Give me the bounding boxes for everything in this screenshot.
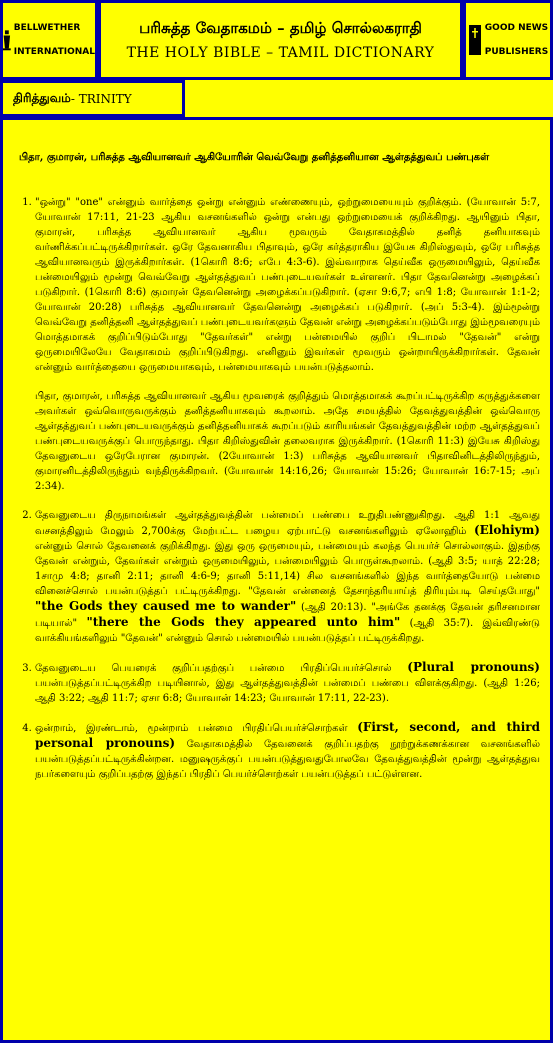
good-news-logo[interactable] <box>463 0 553 80</box>
title-english: THE HOLY BIBLE – TAMIL DICTIONARY <box>126 45 435 61</box>
english-term: (Plural pronouns) <box>407 660 540 674</box>
text-run: தேவனுடைய திருநாமங்கள் ஆள்தத்துவத்தின் பன்மைப் பண்பை உறுதிபண்ணுகிறது. ஆதி 1:1 ஆவது வசனத்திலும் மேலும் 2,700க்கு மேற்பட்ட பழைய ஏற்பாட்டு வசனங்களிலும் ஏலோஹிம் <box>35 510 540 537</box>
point-list <box>15 195 540 782</box>
list-item <box>35 660 540 706</box>
book-icon <box>468 23 482 57</box>
english-quote: "there the Gods they appeared unto him" <box>86 615 401 629</box>
text-run: (ஆதி 20:13). "அங்கே தனக்கு தேவன் தரிசனமான படியால்" <box>35 602 540 629</box>
text-run: என்னும் சொல் தேவனைக் குறிக்கிறது. இது ஒரு ஒருமையும், பன்மையும் கலந்த பெயர்ச் சொல்லாகும். இதற்கு தேவன் என்றும், தேவர்கள் என்றும் ஒருமையிலும், பன்மையிலும் பொருள்கூறலாம். (ஆதி 3:5; யாத் 22:28; 1சாமு 4:8; தானி 2:11; தானி 4:6-9; தானி 5:11,14) சில வசனங்களில் இந்த வார்த்தையோடு பன்மை வினைச்சொல் பயன்படுத்தப் பட்டிருக்கிறது. "தேவன் என்னைத் தேசாந்தரியாய்த் திரியும்படி செய்தபோது" <box>35 541 540 597</box>
logo-line: INTERNATIONAL <box>13 47 95 58</box>
english-term: (Elohiym) <box>473 523 540 537</box>
title-box <box>98 0 463 80</box>
list-item <box>35 195 540 494</box>
paragraph: 1. "ஒன்று" "one" என்னும் வார்த்தை ஒன்று என்னும் எண்ணையும், ஒற்றுமையையும் குறிக்கும். (யோவான் 5:7, யோவான் 17:11, 21-23 ஆகிய வசனங்களில் ஒன்று என்பது ஒற்றுமையைக் குறிக்கிறது. ஆயினும் பிதா, குமாரன், பரிசுத்த ஆவியானவர் ஆகிய மூவரும் வேதாகமத்தில் தனித் தனியாகவும் வர்ணிக்கப்பட்டிருக்கிறார்கள். ஒரே தேவனாகிய பிதாவும், ஒரே கர்த்தராகிய இயேசு கிறிஸ்துவும், ஒரே பரிசுத்த ஆவியானவரும் இருக்கிறார்கள். (1கொரி 8:6; எபே 4:3-6). இவ்வாறாக தெய்வீக ஒருமையிலும், தெய்வீக பன்மையிலும் மூன்று வெவ்வேறு ஆள்தத்துவப் பண்புடையவர்கள் உள்ளனர். பிதா தேவனென்று அழைக்கப் படுகிறார். (1கொரி 8:6) குமாரன் தேவனென்று அழைக்கப்படுகிறார். (ஏசா 9:6,7; எபி 1:8; யோவான் 1:1-2; யோவான் 20:28) பரிசுத்த ஆவியானவர் தேவனென்று அழைக்கப் படுகிறார். (அப் 5:3-4). இம்மூன்று வெவ்வேறு தனித்தனி ஆள்தத்துவப் பண்புடையவர்களும் தேவன் என்று அழைக்கப்படும்போது இம்மூவரையும் மொத்தமாகக் குறிப்பிடும்போது "தேவர்கள்" என்று பன்மையில் குறிப் பிடாமல் "தேவன்" என்று ஒருமையிலேயே வேதாகமம் குறிப்பிடுகிறது. எனினும் இவர்கள் மூவரும் ஒன்றாயிருக்கிறார்கள். தேவன் என்னும் வார்த்தையை ஒருமையாகவும், பன்மையாகவும் பயன்படுத்தலாம். <box>35 197 540 373</box>
topic-english: - TRINITY <box>70 91 132 106</box>
lamp-icon <box>3 23 11 57</box>
text-run: வேதாகமத்தில் தேவனைக் குறிப்பதற்கு நூற்றுக்கணக்கான வசனங்களில் பயன்படுத்தப்பட்டிருக்கின்றன. மனுஷருக்குப் பயன்படுத்துவதுபோலவே தேவத்துவத்தின் மூன்று ஆள்தத்துவ நபர்களையும் குறிப்பதற்கு இந்தப் பிரதிப் பெயர்ச்சொற்கள் பயன்படுத்தப் பட்டுள்ளன. <box>35 739 540 780</box>
intro-heading: பிதா, குமாரன், பரிசுத்த ஆவியானவர் ஆகியோரின் வெவ்வேறு தனித்தனியான ஆள்தத்துவப் பண்புகள் <box>19 152 490 163</box>
bellwether-logo[interactable] <box>0 0 98 80</box>
text-run: தேவனுடைய பெயரைக் குறிப்பதற்குப் பன்மை பிரதிப்பெயர்ச்சொல் <box>35 663 408 674</box>
bellwether-logo-text <box>14 10 95 71</box>
header <box>0 0 553 80</box>
good-news-logo-text <box>485 10 548 71</box>
list-item <box>35 508 540 646</box>
text-run: (ஆதி 35:7). இவ்விரண்டு வாக்கியங்களிலும் "தேவன்" என்னும் சொல் பன்மையில் பயன்படுத்தப் பட்டிருக்கிறது. <box>35 618 540 644</box>
title-tamil: பரிசுத்த வேதாகமம் – தமிழ் சொல்லகராதி <box>139 19 422 37</box>
logo-line: BELLWETHER <box>13 22 81 33</box>
article-body <box>0 117 553 1043</box>
list-item <box>35 720 540 782</box>
topic-tamil: திரித்துவம் <box>13 90 71 105</box>
logo-line: GOOD NEWS <box>484 22 549 33</box>
text-run: ஒன்றாம், இரண்டாம், மூன்றாம் பன்மை பிரதிப்பெயர்ச்சொற்கள் <box>35 723 358 734</box>
english-term: (First, second, and third personal pronouns) <box>35 720 540 750</box>
english-quote: "the Gods they caused me to wander" <box>35 599 297 613</box>
paragraph: பிதா, குமாரன், பரிசுத்த ஆவியானவர் ஆகிய மூவரைக் குறித்தும் மொத்தமாகக் கூறப்பட்டிருக்கிற கருத்துக்களை அவர்கள் ஒவ்வொருவருக்கும் தனித்தனியாகவும் கூறலாம். அதே சமயத்தில் தேவத்துவத்தின் ஒவ்வொரு ஆள்தத்துவப் பண்புடையவருக்கும் தனித்தனியாகக் கூறப்படும் காரியங்கள் தேவத்துவத்தின் மற்ற ஆள்தத்துவப் பண்புடையவருக்குப் பொருந்தாது. பிதா கிறிஸ்துவின் தலைவராக இருக்கிறார். (1கொரி 11:3) இயேசு கிறிஸ்து தேவனுடைய ஒரேபேரான குமாரன். (2யோவான் 1:3) பரிசுத்த ஆவியானவர் பிதாவினிடத்திலிருந்தும், குமாரனிடத்திலிருந்தும் வந்திருக்கிறவர். (யோவான் 14:16,26; யோவான் 15:26; யோவான் 16:7-15; அப் 2:34). <box>35 391 540 492</box>
topic-heading <box>0 80 185 117</box>
logo-line: PUBLISHERS <box>484 47 549 58</box>
text-run: பயன்படுத்தப்பட்டிருக்கிற படியினால், இது ஆள்தத்துவத்தின் பன்மைப் பண்பை விளக்குகிறது. (ஆதி 1:26; ஆதி 3:22; ஆதி 11:7; ஏசா 6:8; யோவான் 14:23; யோவான் 17:11, 22-23). <box>35 678 540 704</box>
